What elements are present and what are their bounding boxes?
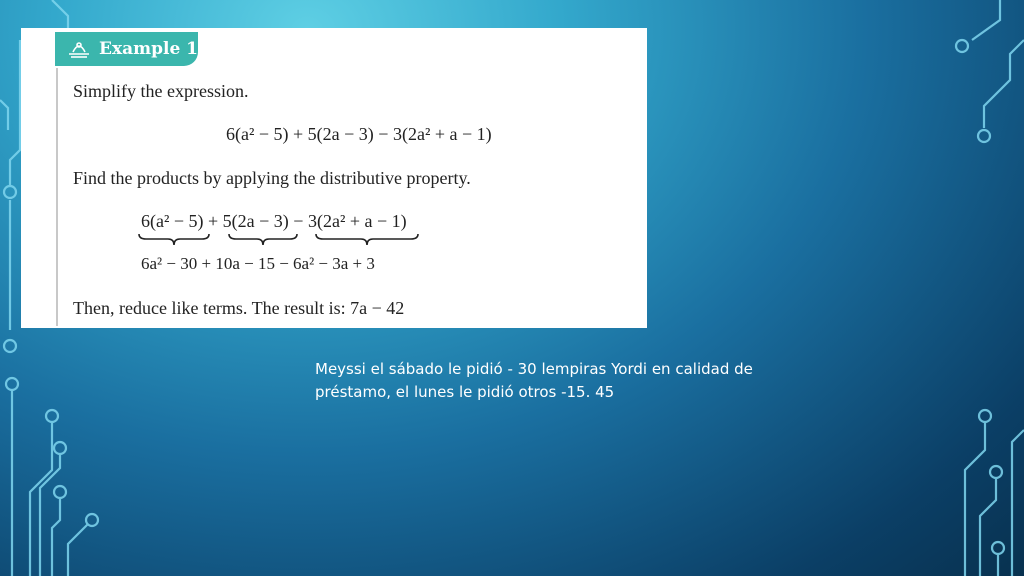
example-label: Example 1 [99, 39, 199, 59]
underbrace-3 [315, 233, 419, 247]
margin-rule [56, 68, 58, 326]
expression: 6(a² − 5) + 5(2a − 3) − 3(2a² + a − 1) [226, 124, 492, 144]
instruction-distribute: Find the products by applying the distributive property. [73, 168, 471, 188]
underbrace-1 [138, 233, 210, 247]
instruction-simplify: Simplify the expression. [73, 81, 249, 101]
caption-text: Meyssi el sábado le pidió - 30 lempiras Yordi en calidad de préstamo, el lunes le pidió otros -15. 45 [315, 360, 753, 401]
products-line: 6a² − 30 + 10a − 15 − 6a² − 3a + 3 [141, 254, 375, 273]
underbrace-2 [228, 233, 298, 247]
result-line: Then, reduce like terms. The result is: 7a − 42 [73, 298, 405, 318]
example-card [21, 28, 647, 328]
expression-grouped: 6(a² − 5) + 5(2a − 3) − 3(2a² + a − 1) [141, 211, 407, 231]
example-badge [55, 32, 198, 66]
badge-icon [65, 38, 93, 60]
